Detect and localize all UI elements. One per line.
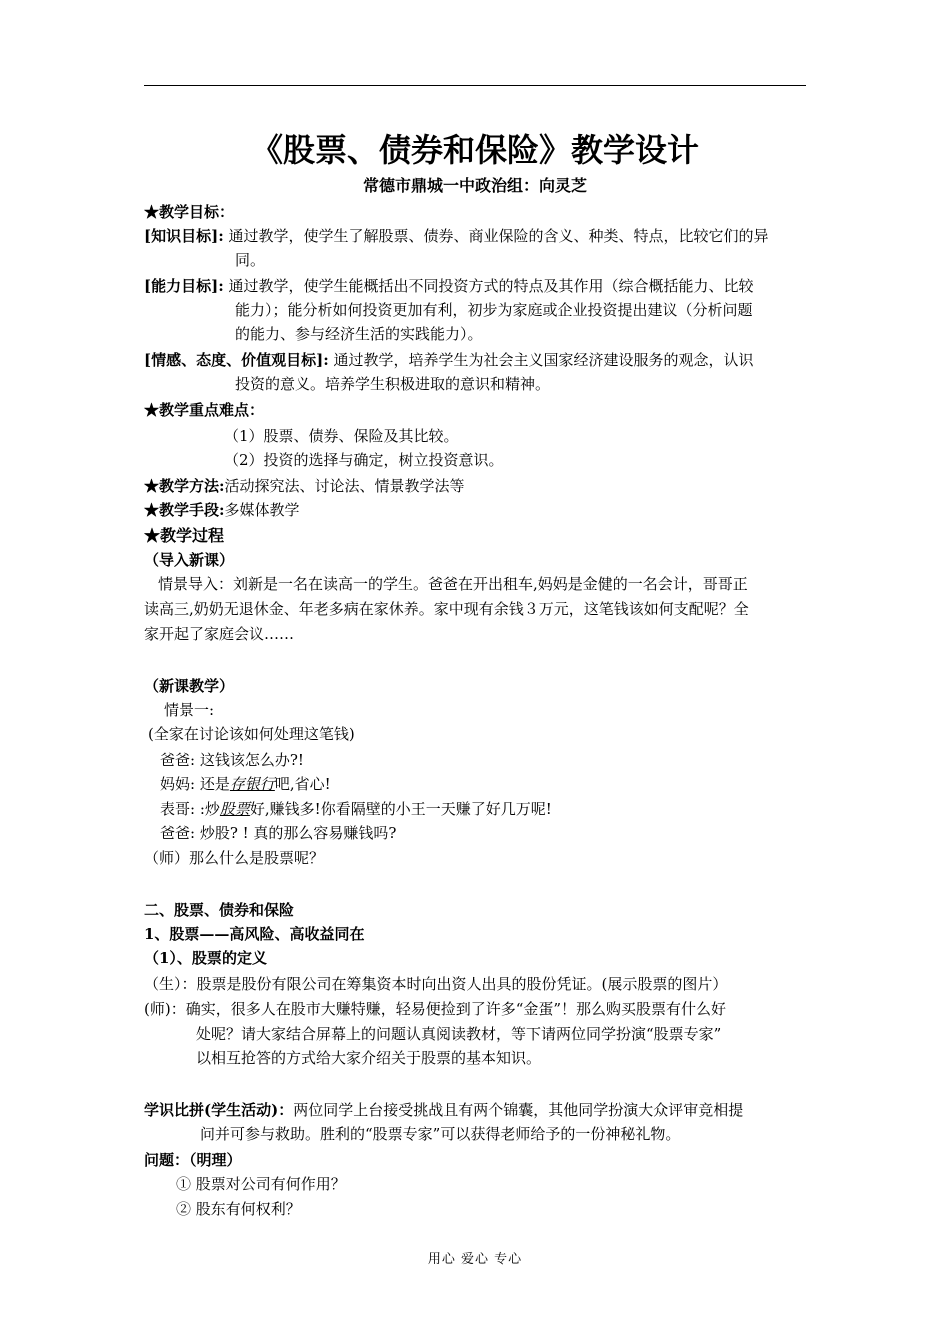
ability-goal-line2: 能力）；能分析如何投资更加有利，初步为家庭或企业投资提出建议（分析问题 <box>235 301 753 319</box>
questions-heading: 问题：（明理） <box>144 1151 242 1169</box>
dialog-dad-1: 爸爸: 这钱该怎么办?! <box>160 751 304 769</box>
activity-paren: (学生活动)： <box>204 1101 294 1119</box>
activity-line2: 问并可参与救助。胜利的“股票专家”可以获得老师给予的一份神秘礼物。 <box>200 1125 681 1143</box>
dialog-mom-b: 吧,省心! <box>274 775 331 793</box>
intro-line2: 读高三,奶奶无退休金、年老多病在家休养。家中现有余钱３万元，这笔钱该如何支配呢？全 <box>144 600 749 618</box>
dialog-cousin <box>160 797 825 821</box>
emotion-goal-label: [情感、态度、价值观目标]: <box>144 351 329 369</box>
dialog-mom-a: 妈妈: 还是 <box>160 775 230 793</box>
dialog-cousin-b: 好,赚钱多!你看隔壁的小王一天赚了好几万呢! <box>249 800 552 818</box>
key-point-1: （1）股票、债券、保险及其比较。 <box>224 427 459 445</box>
activity-line1 <box>144 1098 809 1122</box>
scene-note: (全家在讨论该如何处理这笔钱) <box>148 725 355 743</box>
means-line <box>144 498 809 522</box>
ability-goal <box>144 274 809 298</box>
process-heading: ★教学过程 <box>144 526 225 545</box>
emotion-goal-line2: 投资的意义。培养学生积极进取的意识和精神。 <box>235 375 551 393</box>
ability-goal-line3: 的能力、参与经济生活的实践能力）。 <box>235 325 483 343</box>
means-label: ★教学手段: <box>144 501 225 519</box>
teacher-line1: (师)：确实，很多人在股市大赚特赚，轻易便捡到了许多“金蛋”！那么购买股票有什么好 <box>144 1000 727 1018</box>
key-points-heading: ★教学重点难点： <box>144 401 265 419</box>
teacher-line2: 处呢？请大家结合屏幕上的问题认真阅读教材，等下请两位同学扮演“股票专家” <box>196 1025 722 1043</box>
activity-label: 学识比拼 <box>144 1101 205 1119</box>
knowledge-goal-line2: 同。 <box>235 251 266 269</box>
method-line <box>144 474 809 498</box>
goals-heading: ★教学目标： <box>144 203 235 221</box>
author-line: 常德市鼎城一中政治组：向灵芝 <box>362 176 587 195</box>
question-2: ② 股东有何权利？ <box>176 1200 301 1218</box>
student-answer: （生）：股票是股份有限公司在筹集资本时向出资人出具的股份凭证。(展示股票的图片） <box>144 975 728 993</box>
dialog-cousin-a: 表哥: :炒 <box>160 800 220 818</box>
knowledge-goal <box>144 224 809 248</box>
scene-label: 情景一: <box>164 701 215 719</box>
method-label: ★教学方法: <box>144 477 225 495</box>
section2-heading: 二、股票、债券和保险 <box>144 901 295 919</box>
dialog-dad-2: 爸爸: 炒股? ! 真的那么容易赚钱吗? <box>160 824 397 842</box>
dialog-cousin-emphasis: 股票 <box>219 800 250 818</box>
ability-goal-label: [能力目标]: <box>144 277 224 295</box>
section2-sub1-1: （1）、股票的定义 <box>144 949 267 967</box>
activity-text1: 两位同学上台接受挑战且有两个锦囊，其他同学扮演大众评审竞相提 <box>293 1101 744 1119</box>
ability-goal-line1: 通过教学，使学生能概括出不同投资方式的特点及其作用（综合概括能力、比较 <box>228 277 754 295</box>
means-text: 多媒体教学 <box>224 501 300 519</box>
question-1: ① 股票对公司有何作用？ <box>176 1175 346 1193</box>
knowledge-goal-label: [知识目标]: <box>144 227 224 245</box>
emotion-goal <box>144 348 809 372</box>
dialog-mom <box>160 772 825 796</box>
intro-line1: 情景导入：刘新是一名在读高一的学生。爸爸在开出租车,妈妈是金健的一名会计，哥哥正 <box>158 575 748 593</box>
key-point-2: （2）投资的选择与确定，树立投资意识。 <box>224 451 504 469</box>
method-text: 活动探究法、讨论法、情景教学法等 <box>224 477 465 495</box>
new-lesson-heading: （新课教学） <box>144 677 235 695</box>
emotion-goal-line1: 通过教学，培养学生为社会主义国家经济建设服务的观念，认识 <box>333 351 754 369</box>
section2-sub1: 1、股票——高风险、高收益同在 <box>144 925 365 943</box>
knowledge-goal-line1: 通过教学，使学生了解股票、债券、商业保险的含义、种类、特点，比较它们的异 <box>228 227 769 245</box>
page-footer: 用心 爱心 专心 <box>427 1252 523 1267</box>
intro-heading: （导入新课） <box>144 551 235 569</box>
dialog-mom-emphasis: 存银行 <box>229 775 275 793</box>
teacher-question: （师）那么什么是股票呢？ <box>144 849 325 867</box>
header-rule <box>144 85 806 86</box>
intro-line3: 家开起了家庭会议…… <box>144 625 295 643</box>
teacher-line3: 以相互抢答的方式给大家介绍关于股票的基本知识。 <box>196 1049 542 1067</box>
document-title: 《股票、债券和保险》教学设计 <box>250 131 699 169</box>
